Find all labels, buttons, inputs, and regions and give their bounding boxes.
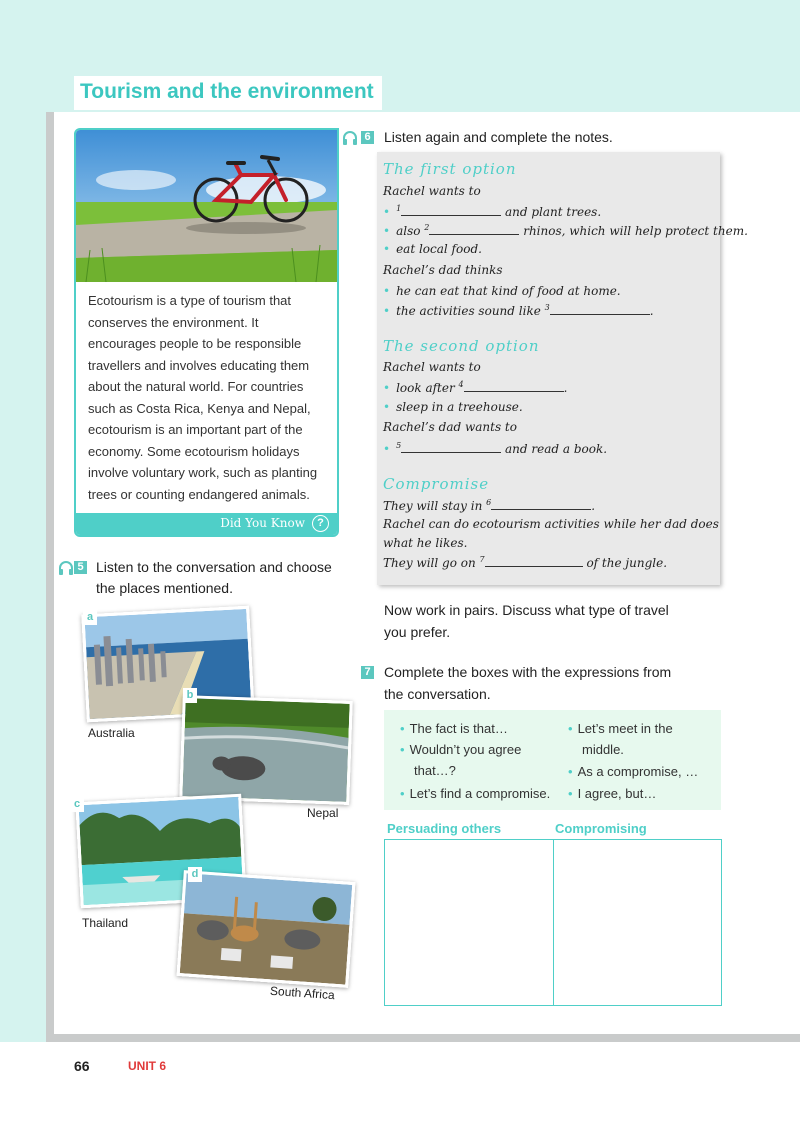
first-dad-label: Rachel’s dad thinks bbox=[383, 263, 503, 277]
pairs-instruction-1: Now work in pairs. Discuss what type of travel bbox=[384, 602, 669, 618]
compromise-line-2: Rachel can do ecotourism activities while her dad does bbox=[383, 517, 719, 531]
did-you-know-footer bbox=[76, 513, 337, 535]
did-you-know-label: Did You Know bbox=[220, 516, 305, 530]
expression-item: • Wouldn’t you agree bbox=[400, 742, 522, 757]
exercise-5-instruction: Listen to the conversation and choose the places mentioned. bbox=[96, 559, 332, 596]
compromise-line-3: what he likes. bbox=[383, 536, 468, 550]
expression-item: • Let’s meet in the bbox=[568, 721, 673, 736]
exercise-7-instruction-2: the conversation. bbox=[384, 686, 491, 702]
persuading-others-header: Persuading others bbox=[387, 821, 502, 836]
blank-5[interactable] bbox=[401, 442, 501, 453]
note-line-8: • $^5$ and read a book. bbox=[383, 441, 608, 456]
page-number: 66 bbox=[74, 1058, 90, 1074]
photo-letter-d: d bbox=[188, 867, 202, 882]
compromise-line-4: They will go on $^7$ of the jungle. bbox=[383, 555, 668, 570]
blank-7[interactable] bbox=[485, 556, 583, 567]
nepal-photo bbox=[179, 695, 353, 805]
second-option-heading: The second option bbox=[383, 337, 540, 355]
exercise-7-instruction-1: Complete the boxes with the expressions from bbox=[384, 664, 672, 680]
note-line-5: • the activities sound like $^3$ . bbox=[383, 303, 654, 318]
note-line-4: • he can eat that kind of food at home. bbox=[383, 284, 621, 298]
page-title: Tourism and the environment bbox=[80, 80, 374, 103]
left-band bbox=[0, 112, 46, 1042]
blank-4[interactable] bbox=[464, 381, 564, 392]
place-label-nepal: Nepal bbox=[307, 806, 339, 820]
exercise-5-number: 5 bbox=[74, 561, 87, 574]
south-africa-photo bbox=[177, 870, 356, 988]
photo-letter-c: c bbox=[70, 797, 84, 812]
note-line-3: • eat local food. bbox=[383, 242, 482, 256]
first-rachel-label: Rachel wants to bbox=[383, 184, 481, 198]
photo-letter-a: a bbox=[83, 610, 97, 625]
note-line-6: • look after $^4$ . bbox=[383, 380, 568, 395]
bottom-shade bbox=[46, 1034, 800, 1042]
expressions-box bbox=[384, 710, 721, 810]
note-line-2: • also $^2$ rhinos, which will help protect them. bbox=[383, 223, 748, 238]
photo-letter-b: b bbox=[183, 688, 197, 703]
compromise-line-1: They will stay in $^6$ . bbox=[383, 498, 596, 513]
exercise-6-instruction: Listen again and complete the notes. bbox=[384, 129, 613, 145]
headphones-icon bbox=[58, 561, 74, 575]
page-edge bbox=[46, 112, 54, 1042]
expression-item: • The fact is that… bbox=[400, 721, 508, 736]
exercise-6-number: 6 bbox=[361, 131, 374, 144]
blank-1[interactable] bbox=[401, 205, 501, 216]
place-label-south-africa: South Africa bbox=[269, 983, 336, 1003]
did-you-know-text: Ecotourism is a type of tourism that conserves the environment. It encourages people to be responsible travellers and involves educating them about the natural world. For countries such as Costa Rica, Kenya and Nepal, ecotourism is an important part of the economy. Some ecotourism holidays involve voluntary work, such as planting trees or counting endangered animals. bbox=[88, 293, 318, 502]
notes-panel bbox=[377, 152, 748, 585]
second-rachel-label: Rachel wants to bbox=[383, 360, 481, 374]
expression-item: • As a compromise, … bbox=[568, 764, 699, 779]
blank-2[interactable] bbox=[429, 224, 519, 235]
did-you-know-card bbox=[74, 128, 339, 537]
exercise-7-number: 7 bbox=[361, 666, 374, 679]
pairs-instruction-2: you prefer. bbox=[384, 624, 451, 640]
question-icon: ? bbox=[312, 515, 329, 532]
answer-table bbox=[384, 839, 722, 1006]
blank-6[interactable] bbox=[491, 499, 591, 510]
place-label-australia: Australia bbox=[88, 726, 135, 740]
table-divider bbox=[553, 840, 554, 1005]
compromise-heading: Compromise bbox=[383, 475, 490, 493]
expression-item-continuation: middle. bbox=[582, 742, 624, 757]
expression-item: • I agree, but… bbox=[568, 786, 657, 801]
second-dad-label: Rachel’s dad wants to bbox=[383, 420, 517, 434]
headphones-icon bbox=[342, 131, 358, 145]
place-label-thailand: Thailand bbox=[82, 916, 129, 930]
compromising-header: Compromising bbox=[555, 821, 647, 836]
blank-3[interactable] bbox=[550, 304, 650, 315]
note-line-1: • $^1$ and plant trees. bbox=[383, 204, 602, 219]
unit-label: UNIT 6 bbox=[128, 1059, 167, 1073]
expression-item-continuation: that…? bbox=[414, 763, 456, 778]
bicycle-photo bbox=[76, 130, 337, 282]
expression-item: • Let’s find a compromise. bbox=[400, 786, 551, 801]
first-option-heading: The first option bbox=[383, 160, 517, 178]
note-line-7: • sleep in a treehouse. bbox=[383, 400, 523, 414]
